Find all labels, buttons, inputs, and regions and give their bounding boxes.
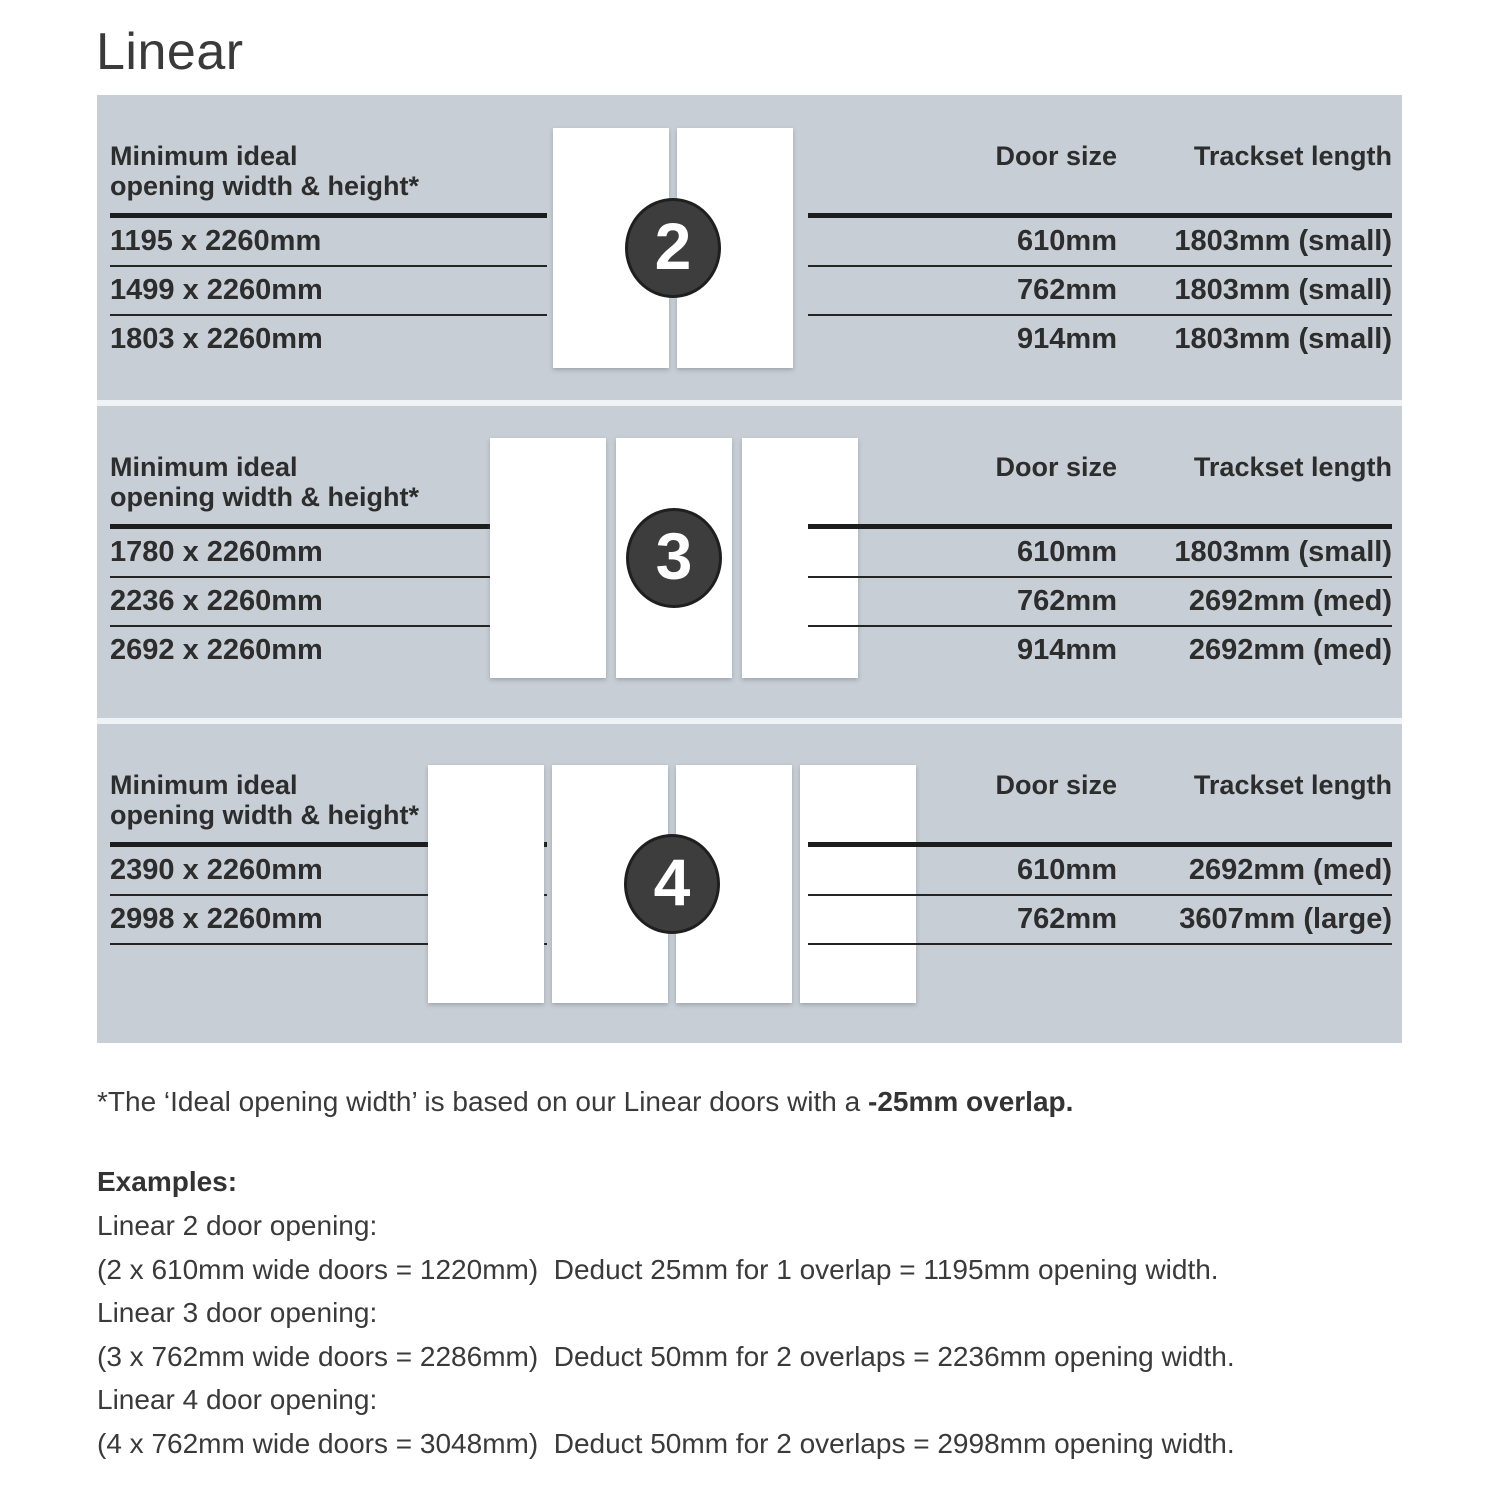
table-row [110, 627, 547, 674]
column-header-min-ideal [110, 452, 547, 512]
door-trackset-table-2door [808, 141, 1392, 363]
opening-size-value: 1499 x 2260mm [110, 274, 323, 306]
example-line: Linear 4 door opening: [97, 1384, 378, 1415]
opening-size-value: 2390 x 2260mm [110, 854, 323, 886]
spec-panel [97, 95, 1402, 1043]
section-4-door [97, 724, 1402, 1043]
trackset-length-value: 3607mm (large) [1179, 903, 1392, 935]
opening-size-value: 2998 x 2260mm [110, 903, 323, 935]
table-row [808, 847, 1392, 896]
door-panel [490, 438, 606, 678]
door-diagram-2 [553, 128, 793, 368]
door-size-value: 610mm [1017, 854, 1117, 886]
opening-size-value: 2692 x 2260mm [110, 634, 323, 666]
door-size-value: 914mm [1017, 323, 1117, 355]
opening-size-table-2door [110, 141, 547, 363]
opening-size-table-3door [110, 452, 547, 674]
table-row [110, 578, 547, 627]
footnote-text: *The ‘Ideal opening width’ is based on our Linear doors with a [97, 1086, 868, 1117]
header-line-1: Minimum ideal [110, 770, 298, 800]
header-line-2: opening width & height* [110, 800, 419, 830]
door-size-value: 610mm [1017, 225, 1117, 257]
section-2-door [97, 95, 1402, 400]
door-size-value: 762mm [1017, 585, 1117, 617]
table-row [808, 896, 1392, 945]
opening-size-value: 2236 x 2260mm [110, 585, 323, 617]
door-panel [428, 765, 544, 1003]
trackset-length-value: 1803mm (small) [1174, 536, 1392, 568]
door-trackset-table-4door [808, 770, 1392, 945]
footnote-bold: -25mm overlap. [868, 1086, 1074, 1117]
table-row [808, 529, 1392, 578]
header-line-2: opening width & height* [110, 482, 419, 512]
table-row [808, 578, 1392, 627]
table-row [808, 627, 1392, 674]
column-headers [808, 141, 1392, 201]
header-line-1: Minimum ideal [110, 452, 298, 482]
table-row [110, 267, 547, 316]
section-3-door [97, 406, 1402, 718]
column-header-door-size: Door size [995, 141, 1117, 171]
table-row [110, 218, 547, 267]
table-row [808, 316, 1392, 363]
column-header-min-ideal [110, 141, 547, 201]
examples-list [97, 1204, 1235, 1465]
example-line: (3 x 762mm wide doors = 2286mm) Deduct 50mm for 2 overlaps = 2236mm opening width. [97, 1340, 1235, 1372]
examples-heading: Examples: [97, 1166, 238, 1197]
example-line: (2 x 610mm wide doors = 1220mm) Deduct 25mm for 1 overlap = 1195mm opening width. [97, 1253, 1219, 1285]
table-row [110, 316, 547, 363]
column-headers [808, 452, 1392, 512]
door-count-badge: 3 [626, 508, 722, 608]
example-line: Linear 2 door opening: [97, 1210, 378, 1241]
column-header-trackset: Trackset length [1193, 770, 1392, 800]
trackset-length-value: 2692mm (med) [1188, 634, 1392, 666]
door-size-value: 762mm [1017, 903, 1117, 935]
door-size-value: 914mm [1017, 634, 1117, 666]
footnote [97, 1086, 1073, 1118]
door-count-badge: 4 [624, 834, 720, 934]
door-diagram-3 [490, 438, 858, 678]
opening-size-value: 1803 x 2260mm [110, 323, 323, 355]
header-line-2: opening width & height* [110, 171, 419, 201]
trackset-length-value: 2692mm (med) [1188, 854, 1392, 886]
table-row [808, 218, 1392, 267]
table-row [110, 529, 547, 578]
trackset-length-value: 2692mm (med) [1188, 585, 1392, 617]
header-line-1: Minimum ideal [110, 141, 298, 171]
door-size-value: 762mm [1017, 274, 1117, 306]
opening-size-value: 1195 x 2260mm [110, 225, 322, 257]
trackset-length-value: 1803mm (small) [1174, 225, 1392, 257]
column-headers [808, 770, 1392, 830]
trackset-length-value: 1803mm (small) [1174, 323, 1392, 355]
column-header-door-size: Door size [995, 452, 1117, 482]
example-line: Linear 3 door opening: [97, 1297, 378, 1328]
page-title: Linear [96, 23, 244, 81]
opening-size-value: 1780 x 2260mm [110, 536, 323, 568]
door-size-value: 610mm [1017, 536, 1117, 568]
column-header-trackset: Trackset length [1193, 141, 1392, 171]
door-trackset-table-3door [808, 452, 1392, 674]
door-count-badge: 2 [625, 198, 721, 298]
example-line: (4 x 762mm wide doors = 3048mm) Deduct 50mm for 2 overlaps = 2998mm opening width. [97, 1427, 1235, 1459]
table-row [808, 267, 1392, 316]
column-header-trackset: Trackset length [1193, 452, 1392, 482]
trackset-length-value: 1803mm (small) [1174, 274, 1392, 306]
column-header-door-size: Door size [995, 770, 1117, 800]
